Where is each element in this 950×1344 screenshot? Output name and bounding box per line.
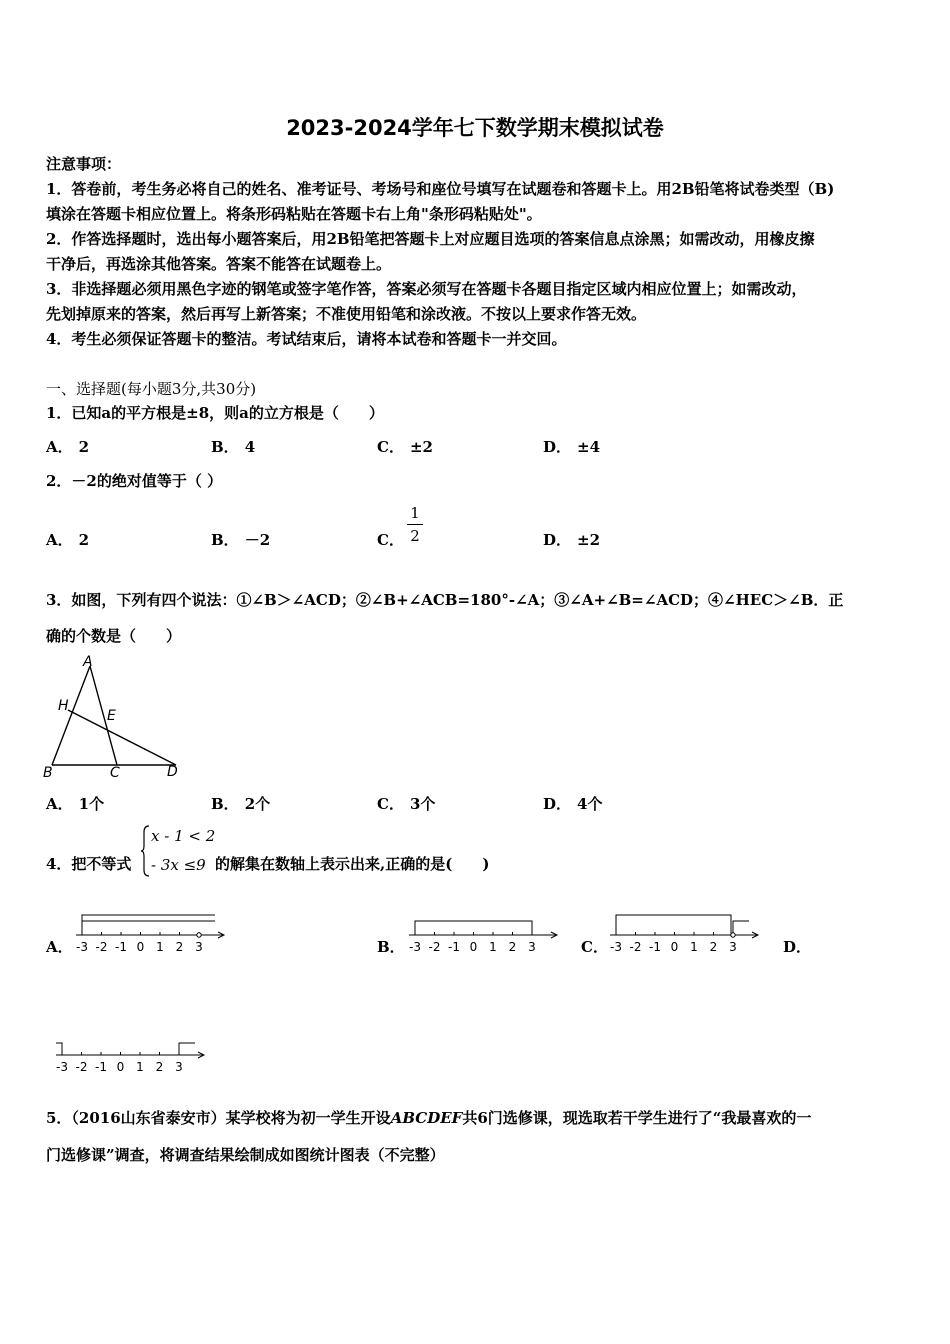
- tick-label: -3: [56, 1060, 68, 1074]
- tick-label: -1: [649, 940, 661, 954]
- question-5-stem-cont: 门选修课”调查，将调查结果绘制成如图统计图表（不完整）: [46, 1146, 445, 1164]
- question-5-stem: 5．（2016山东省泰安市）某学校将为初一学生开设ABCDEF共6门选修课，现选取若干学生进行了“我最喜欢的一: [46, 1109, 812, 1127]
- notice-line: 4．考生必须保证答题卡的整洁。考试结束后，请将本试卷和答题卡一并交回。: [46, 330, 567, 348]
- tick-label: 3: [195, 940, 203, 954]
- solution-ray-left: [56, 1043, 62, 1055]
- tick-label: 0: [670, 940, 679, 954]
- q1-option-a: A． 2: [46, 438, 90, 456]
- q2-option-c-fraction: [407, 504, 423, 545]
- number-line-b: [405, 905, 565, 965]
- notice-line: 1．答卷前，考生务必将自己的姓名、准考证号、考场号和座位号填写在试题卷和答题卡上。用2B铅笔将试卷类型（B): [46, 180, 835, 198]
- inequality-1: x - 1 < 2: [151, 827, 216, 845]
- tick-label: -2: [95, 940, 108, 954]
- tick-label: 3: [175, 1060, 183, 1074]
- fraction-denominator: 2: [410, 527, 420, 545]
- q4-option-c-label: C．: [581, 938, 608, 956]
- q4-option-b-label: B．: [377, 938, 405, 956]
- notice-line: 2．作答选择题时，选出每小题答案后，用2B铅笔把答题卡上对应题目选项的答案信息点涂黑；如需改动，用橡皮擦: [46, 230, 815, 248]
- tick-label: -2: [75, 1060, 88, 1074]
- q3-option-d: D． 4个: [543, 795, 603, 813]
- q2-option-b: B． －2: [211, 531, 271, 549]
- tick-label: -3: [409, 940, 421, 954]
- fraction-numerator: 1: [410, 504, 420, 522]
- system-brace-icon: [140, 824, 150, 878]
- segment-hd: [68, 710, 176, 765]
- solution-ray-right: [179, 1043, 195, 1055]
- tick-label: 0: [469, 940, 478, 954]
- label-c: C: [110, 765, 120, 781]
- q3-option-b: B． 2个: [211, 795, 271, 813]
- q4-option-a-label: A．: [46, 938, 73, 956]
- tick-label: 1: [690, 940, 698, 954]
- notice-line: 填涂在答题卡相应位置上。将条形码粘贴在答题卡右上角"条形码粘贴处"。: [46, 205, 542, 223]
- question-4-suffix: 的解集在数轴上表示出来,正确的是( ): [215, 855, 490, 873]
- solution-bracket-right: [733, 921, 749, 935]
- tick-label: 0: [116, 1060, 125, 1074]
- open-endpoint-marker: [731, 933, 735, 937]
- tick-label: -1: [95, 1060, 107, 1074]
- label-d: D: [167, 764, 178, 780]
- inequality-2: - 3x ≤9: [151, 856, 206, 874]
- notice-line: 3．非选择题必须用黑色字迹的钢笔或签字笔作答，答案必须写在答题卡各题目指定区域内相应位置上；如需改动，: [46, 280, 807, 298]
- tick-label: 1: [136, 1060, 144, 1074]
- tick-label: 2: [175, 940, 184, 954]
- tick-label: 3: [729, 940, 737, 954]
- axis-group: [409, 921, 557, 938]
- label-e: E: [107, 708, 116, 724]
- notice-line: 先划掉原来的答案，然后再写上新答案；不准使用铅笔和涂改液。不按以上要求作答无效。: [46, 305, 647, 323]
- axis-group: [56, 1043, 204, 1058]
- number-line-a: [72, 905, 232, 965]
- question-2-stem: 2．－2的绝对值等于（ ）: [46, 472, 223, 490]
- q4-option-d-label: D．: [783, 938, 812, 956]
- fraction-bar: [407, 524, 423, 525]
- notice-line: 干净后，再选涂其他答案。答案不能答在试题卷上。: [46, 255, 392, 273]
- question-3-stem-cont: 确的个数是（ ）: [46, 627, 182, 645]
- tick-label: -1: [115, 940, 127, 954]
- axis-group: [76, 915, 224, 938]
- open-endpoint-marker: [197, 933, 201, 937]
- tick-label: 2: [709, 940, 718, 954]
- q3-option-c: C． 3个: [377, 795, 436, 813]
- question-4-prefix: 4．把不等式: [46, 855, 132, 873]
- tick-label: 3: [528, 940, 536, 954]
- tick-label: 2: [155, 1060, 164, 1074]
- tick-label: -3: [610, 940, 622, 954]
- q2-option-a: A． 2: [46, 531, 90, 549]
- q3-option-a: A． 1个: [46, 795, 105, 813]
- tick-label: 1: [156, 940, 164, 954]
- axis-group: [610, 915, 758, 938]
- tick-label: 0: [136, 940, 145, 954]
- tick-label: -3: [76, 940, 88, 954]
- q1-option-c: C． ±2: [377, 438, 433, 456]
- question-1-stem: 1．已知a的平方根是±8，则a的立方根是（ ）: [46, 404, 384, 422]
- q1-option-d: D． ±4: [543, 438, 601, 456]
- number-line-d: [52, 1033, 212, 1083]
- label-a: A: [83, 654, 93, 670]
- q2-option-d: D． ±2: [543, 531, 601, 549]
- tick-label: -2: [629, 940, 642, 954]
- triangle-figure: [40, 652, 190, 784]
- question-3-stem: 3．如图，下列有四个说法：①∠B＞∠ACD；②∠B+∠ACB=180°-∠A；③∠A+∠B=∠ACD；④∠HEC＞∠B．正: [46, 591, 844, 609]
- segment-ab: [52, 666, 90, 765]
- label-b: B: [43, 765, 53, 781]
- number-line-c: [606, 905, 766, 965]
- tick-label: 1: [489, 940, 497, 954]
- tick-label: -2: [428, 940, 441, 954]
- q1-option-b: B． 4: [211, 438, 256, 456]
- tick-label: 2: [508, 940, 517, 954]
- q2-option-c-label: C．: [377, 531, 404, 549]
- tick-label: -1: [448, 940, 460, 954]
- notice-heading: 注意事项：: [46, 155, 122, 173]
- label-h: H: [58, 698, 69, 714]
- page-title: 2023-2024学年七下数学期末模拟试卷: [286, 116, 664, 140]
- section-heading: 一、选择题(每小题3分,共30分): [46, 380, 257, 398]
